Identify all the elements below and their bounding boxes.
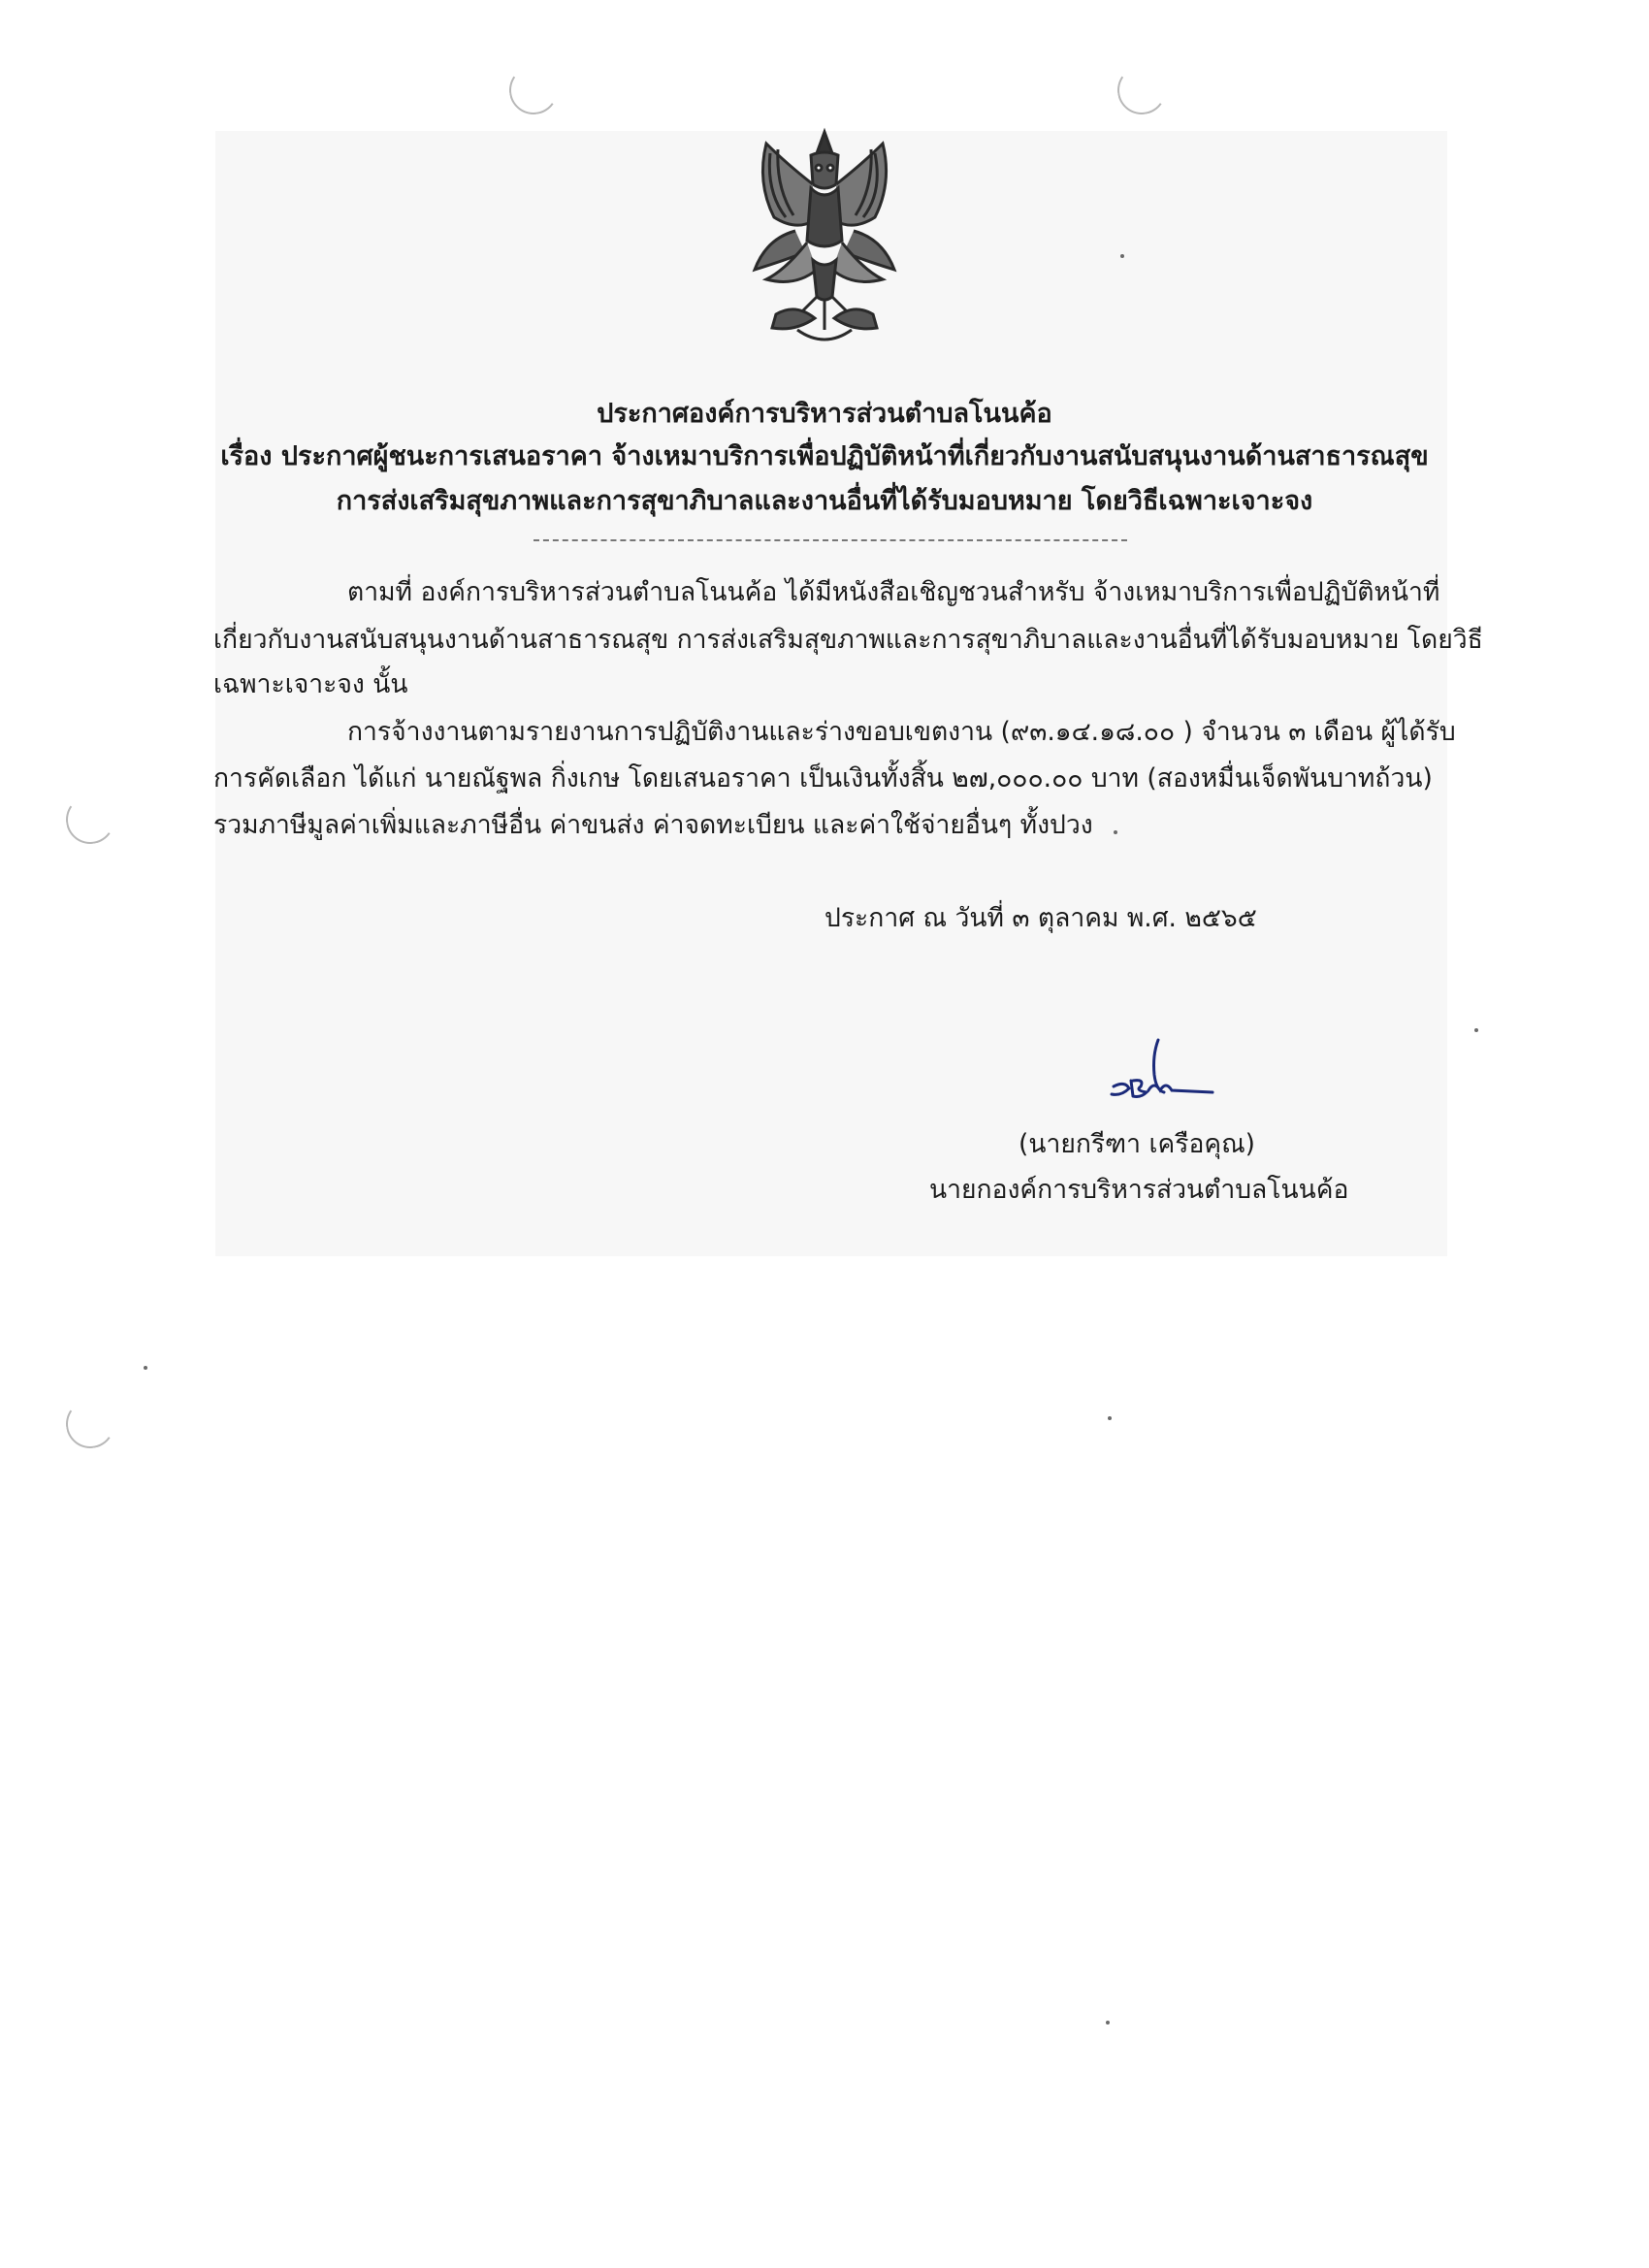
scan-speck	[1120, 254, 1124, 258]
signer-name: (นายกรีฑา เครือคุณ)	[1018, 1129, 1256, 1159]
paragraph-2-line-1: การจ้างงานตามรายงานการปฏิบัติงานและร่างขอบเขตงาน (๙๓.๑๔.๑๘.๐๐ ) จำนวน ๓ เดือน ผู้ได้รับ	[347, 717, 1456, 747]
punch-hole-mark-top-left	[505, 62, 562, 118]
scan-speck	[1108, 1416, 1112, 1420]
announcement-subject-line-1: เรื่อง ประกาศผู้ชนะการเสนอราคา จ้างเหมาบริการเพื่อปฏิบัติหน้าที่เกี่ยวกับงานสนับสนุนงานด้านสาธารณสุข	[220, 441, 1429, 471]
handwritten-signature	[1096, 1036, 1222, 1116]
dashed-divider	[534, 539, 1127, 541]
scan-speck	[1114, 830, 1117, 834]
punch-hole-mark-top-right	[1114, 62, 1170, 118]
paragraph-1-line-2: เกี่ยวกับงานสนับสนุนงานด้านสาธารณสุข การส่งเสริมสุขภาพและการสุขาภิบาลและงานอื่นที่ได้รับมอบหมาย โดยวิธี	[213, 625, 1483, 655]
paragraph-1-line-3: เฉพาะเจาะจง นั้น	[213, 669, 408, 699]
scan-speck	[1474, 1028, 1478, 1032]
paragraph-2-line-3: รวมภาษีมูลค่าเพิ่มและภาษีอื่น ค่าขนส่ง ค่าจดทะเบียน และค่าใช้จ่ายอื่นๆ ทั้งปวง	[213, 810, 1093, 840]
garuda-emblem	[728, 124, 922, 352]
signer-position: นายกองค์การบริหารส่วนตำบลโนนค้อ	[929, 1175, 1349, 1205]
paragraph-2-line-2: การคัดเลือก ได้แก่ นายณัฐพล กิ่งเกษ โดยเสนอราคา เป็นเงินทั้งสิ้น ๒๗,๐๐๐.๐๐ บาท (สองหมื่นเจ็ดพันบาทถ้วน)	[213, 763, 1433, 794]
punch-hole-mark-bottom	[62, 1396, 118, 1452]
punch-hole-mark-middle	[62, 792, 118, 848]
announcement-date: ประกาศ ณ วันที่ ๓ ตุลาคม พ.ศ. ๒๕๖๕	[824, 903, 1257, 933]
scan-speck	[144, 1366, 147, 1370]
paragraph-1-line-1: ตามที่ องค์การบริหารส่วนตำบลโนนค้อ ได้มีหนังสือเชิญชวนสำหรับ จ้างเหมาบริการเพื่อปฏิบัติหน้าที่	[347, 577, 1440, 607]
scan-speck	[1106, 2021, 1110, 2025]
announcement-title: ประกาศองค์การบริหารส่วนตำบลโนนค้อ	[597, 399, 1052, 429]
announcement-subject-line-2: การส่งเสริมสุขภาพและการสุขาภิบาลและงานอื่นที่ได้รับมอบหมาย โดยวิธีเฉพาะเจาะจง	[336, 486, 1313, 516]
